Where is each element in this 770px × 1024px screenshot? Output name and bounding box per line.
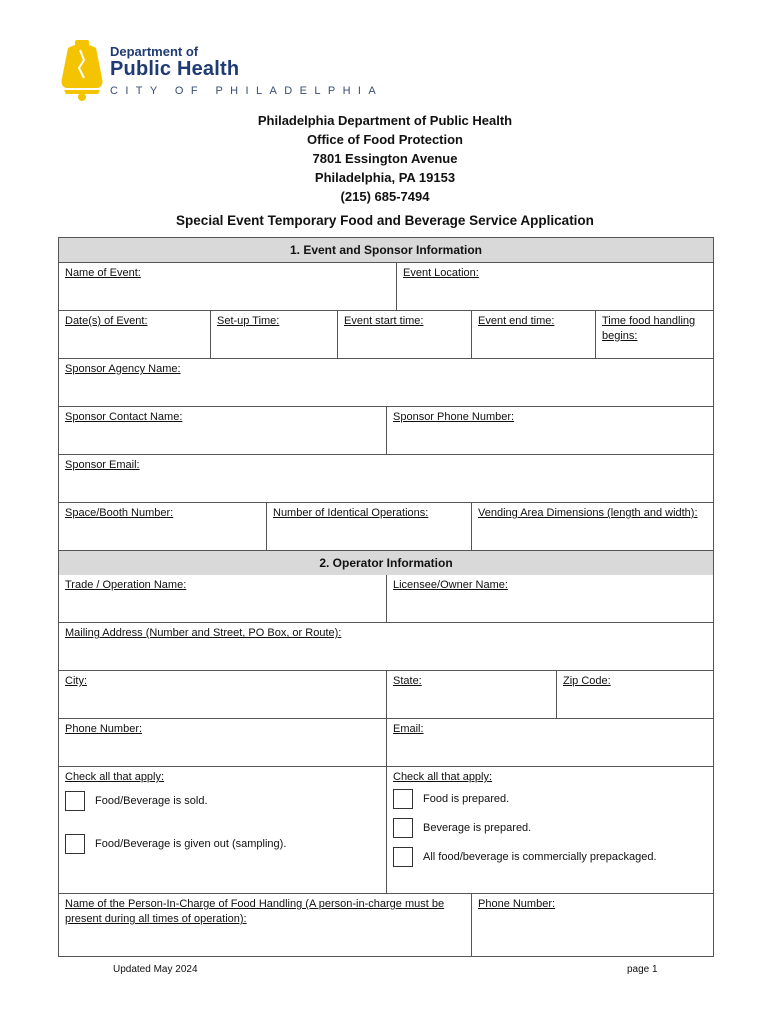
operator-email-field[interactable] (386, 719, 713, 766)
pic-row (59, 893, 713, 956)
sold-checkbox[interactable] (65, 791, 85, 811)
sponsor-phone-label: Sponsor Phone Number: (393, 411, 515, 423)
sponsor-email-field[interactable] (59, 455, 713, 502)
sponsor-phone-field[interactable] (386, 407, 713, 454)
check-right-column (386, 767, 713, 893)
sampling-checkbox[interactable] (65, 834, 85, 854)
application-title: Special Event Temporary Food and Beverage Service Application (176, 213, 594, 228)
footer-page-number: page 1 (627, 964, 658, 975)
sponsor-email-row (59, 454, 713, 502)
end-time-field[interactable] (471, 311, 595, 358)
event-location-label: Event Location: (403, 267, 479, 279)
identical-ops-label: Number of Identical Operations: (273, 507, 429, 519)
name-of-event-field[interactable] (59, 263, 396, 310)
dates-field[interactable] (59, 311, 210, 358)
check-right-label: Check all that apply: (393, 771, 493, 783)
event-location-field[interactable] (396, 263, 713, 310)
office-header (0, 111, 770, 206)
sponsor-contact-label: Sponsor Contact Name: (65, 411, 183, 423)
logo-line-1: Department of (110, 44, 199, 59)
sponsor-agency-field[interactable] (59, 359, 713, 406)
mailing-address-field[interactable] (59, 623, 713, 670)
header-line-1: Philadelphia Department of Public Health (257, 113, 513, 128)
vending-dims-label: Vending Area Dimensions (length and width): (478, 507, 698, 519)
state-field[interactable] (386, 671, 556, 718)
footer-updated: Updated May 2024 (113, 964, 198, 975)
check-left-label: Check all that apply: (65, 771, 165, 783)
event-times-row (59, 310, 713, 358)
option-sold (65, 791, 380, 811)
sponsor-email-label: Sponsor Email: (65, 459, 140, 471)
prepackaged-checkbox[interactable] (393, 847, 413, 867)
trade-name-field[interactable] (59, 575, 386, 622)
food-handling-time-field[interactable] (595, 311, 713, 358)
mailing-row (59, 622, 713, 670)
city-field[interactable] (59, 671, 386, 718)
operator-phone-label: Phone Number: (65, 723, 143, 735)
liberty-bell-icon (58, 38, 106, 102)
prepackaged-label: All food/beverage is commercially prepackaged. (423, 850, 657, 863)
event-name-row (59, 262, 713, 310)
vending-dims-field[interactable] (471, 503, 713, 550)
sold-label: Food/Beverage is sold. (95, 794, 208, 807)
start-time-field[interactable] (337, 311, 471, 358)
header-line-5: (215) 685-7494 (340, 189, 430, 204)
option-sampling (65, 834, 380, 854)
section-2-header-row (59, 550, 713, 574)
name-of-event-label: Name of Event: (65, 267, 141, 279)
section-2-heading: 2. Operator Information (59, 551, 713, 575)
start-time-label: Event start time: (344, 315, 424, 327)
operator-email-label: Email: (393, 723, 424, 735)
licensee-label: Licensee/Owner Name: (393, 579, 508, 591)
mailing-address-label: Mailing Address (Number and Street, PO Box, or Route): (65, 627, 342, 639)
beverage-prepared-label: Beverage is prepared. (423, 821, 532, 834)
food-handling-time-label: Time food handling begins: (602, 315, 696, 342)
pic-label: Name of the Person-In-Charge of Food Handling (A person-in-charge must be present during all times of operation): (65, 898, 445, 925)
sponsor-contact-row (59, 406, 713, 454)
checkbox-row (59, 766, 713, 893)
food-prepared-label: Food is prepared. (423, 792, 510, 805)
licensee-field[interactable] (386, 575, 713, 622)
operator-phone-field[interactable] (59, 719, 386, 766)
booth-number-field[interactable] (59, 503, 266, 550)
pic-phone-field[interactable] (471, 894, 713, 956)
option-prepackaged (393, 847, 707, 867)
state-label: State: (393, 675, 422, 687)
sampling-label: Food/Beverage is given out (sampling). (95, 837, 287, 850)
city-state-zip-row (59, 670, 713, 718)
dates-label: Date(s) of Event: (65, 315, 148, 327)
trade-name-row (59, 574, 713, 622)
application-form (58, 237, 714, 957)
option-food-prepared (393, 789, 707, 809)
dept-logo (58, 38, 384, 102)
check-left-column (59, 767, 386, 893)
sponsor-agency-label: Sponsor Agency Name: (65, 363, 181, 375)
food-prepared-checkbox[interactable] (393, 789, 413, 809)
logo-line-3: CITY OF PHILADELPHIA (110, 85, 384, 97)
setup-time-label: Set-up Time: (217, 315, 280, 327)
sponsor-contact-field[interactable] (59, 407, 386, 454)
header-line-3: 7801 Essington Avenue (312, 151, 458, 166)
zip-label: Zip Code: (563, 675, 611, 687)
booth-row (59, 502, 713, 550)
pic-phone-label: Phone Number: (478, 898, 556, 910)
identical-ops-field[interactable] (266, 503, 471, 550)
section-1-header-row (59, 238, 713, 262)
option-beverage-prepared (393, 818, 707, 838)
zip-field[interactable] (556, 671, 713, 718)
section-1-heading: 1. Event and Sponsor Information (59, 238, 713, 262)
logo-line-2: Public Health (110, 58, 240, 80)
sponsor-agency-row (59, 358, 713, 406)
beverage-prepared-checkbox[interactable] (393, 818, 413, 838)
phone-email-row (59, 718, 713, 766)
pic-field[interactable] (59, 894, 471, 956)
trade-name-label: Trade / Operation Name: (65, 579, 187, 591)
city-label: City: (65, 675, 87, 687)
booth-number-label: Space/Booth Number: (65, 507, 174, 519)
setup-time-field[interactable] (210, 311, 337, 358)
header-line-4: Philadelphia, PA 19153 (314, 170, 456, 185)
end-time-label: Event end time: (478, 315, 555, 327)
header-line-2: Office of Food Protection (307, 132, 463, 147)
